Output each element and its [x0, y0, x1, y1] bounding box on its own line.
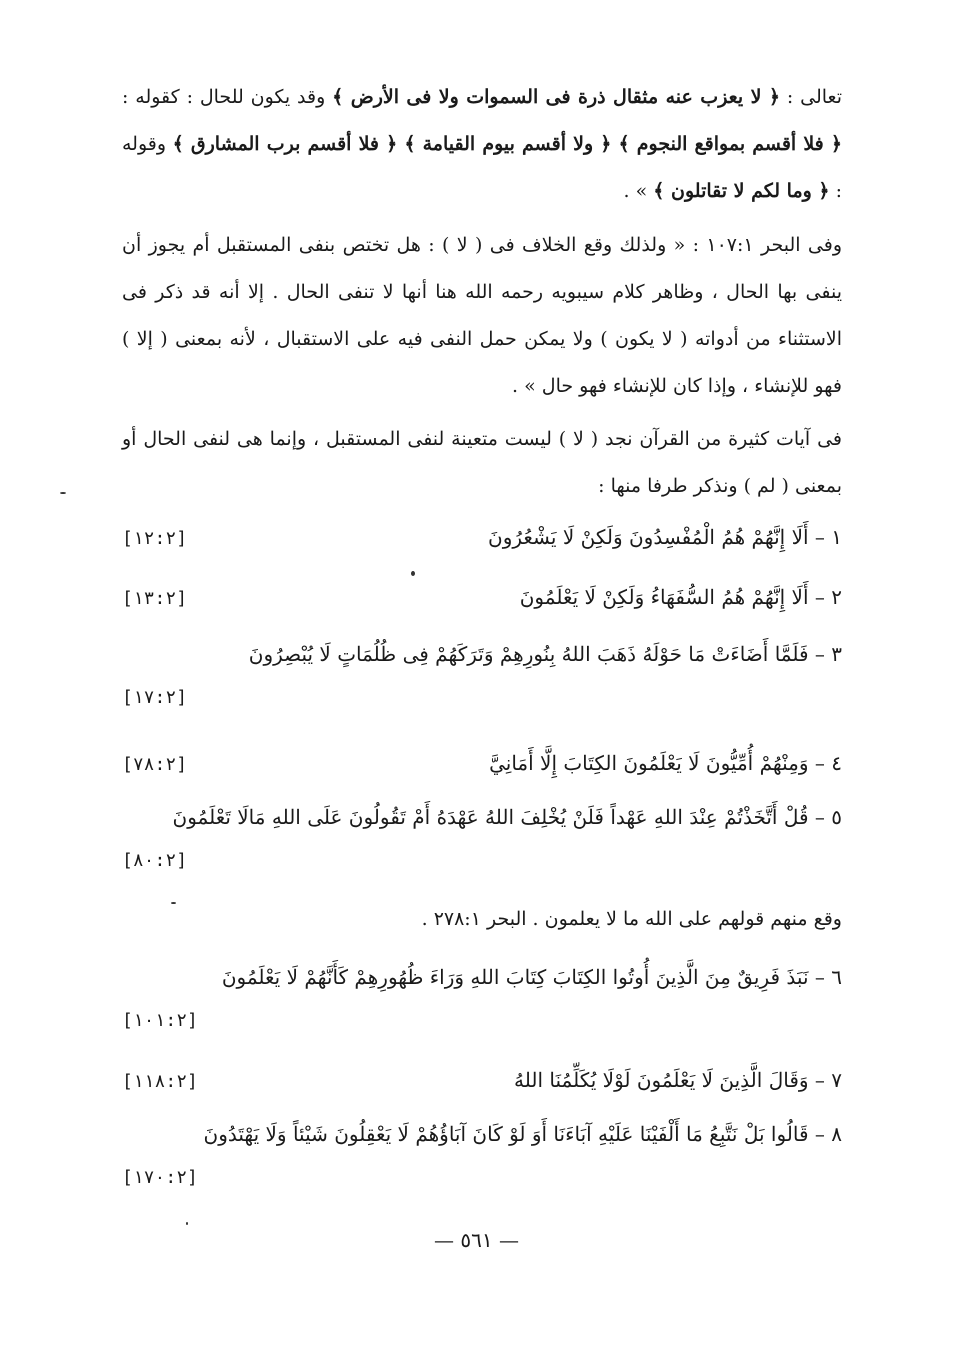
verse-text: ١ – أَلَا إِنَّهُمْ هُمُ الْمُفْسِدُونَ وَلَكِنْ لَا يَشْعُرُونَ: [488, 525, 842, 549]
verse-reference: [١١٨:٢]: [122, 1071, 198, 1092]
verse-reference: [١٧٠:٢]: [122, 1167, 198, 1188]
paragraph-bahr-note: وقع منهم قولهم على الله ما لا يعلمون . البحر ٢٧٨:١ .: [421, 908, 842, 930]
paragraph-bahr-quote: وفى البحر ١٠٧:١ : « ولذلك وقع الخلاف فى ( لا ) : هل تختص بنفى المستقبل أم يجوز أن ينفى بها الحال ، وظاهر كلام سيبويه رحمه الله هنا أنها لا تنفى الحال . إلا أنه قد ذكر فى الاستثناء من أدواته ( لا يكون ) ولا يمكن حمل النفى فيه على الاستقبال ، لأنه بمعنى ( إلا ) فهو للإنشاء ، وإذا كان للإنشاء فهو حال » .: [122, 234, 842, 397]
text-run: وقوله :: [122, 133, 842, 202]
page-number: — ٥٦١ —: [434, 1228, 519, 1252]
verse-reference: [١٠١:٢]: [122, 1010, 198, 1031]
verse-text: ٢ – أَلَا إِنَّهُمْ هُمُ السُّفَهَاءُ وَلَكِنْ لَا يَعْلَمُونَ: [519, 585, 842, 609]
verse-text: ٣ – فَلَمَّا أَضَاءَتْ مَا حَوْلَهُ ذَهَبَ اللهُ بِنُورِهِمْ وَتَرَكَهُمْ فِى ظُلُمَاتٍ لَا يُبْصِرُونَ: [248, 642, 842, 666]
verse-item: [122, 795, 842, 883]
verse-reference: [١٢:٢]: [122, 528, 188, 549]
scan-speck: [60, 492, 66, 494]
verse-reference: [١٣:٢]: [122, 588, 188, 609]
verse-item: [122, 955, 842, 1043]
paragraph-intro: [122, 74, 842, 215]
verse-reference: [١٧:٢]: [122, 687, 188, 708]
verse-text: ٤ – وَمِنْهُمْ أُمِّيُّونَ لَا يَعْلَمُونَ الكِتَابَ إِلَّا أَمَانِيَّ: [489, 751, 842, 775]
quran-quote: ﴿ وما لكم لا تقاتلون ﴾: [653, 180, 830, 202]
verse-item: [122, 632, 842, 720]
text-run: وقد يكون للحال : كقوله :: [122, 86, 333, 108]
verse-item: [122, 575, 842, 621]
verse-text: ٧ – وَقَالَ الَّذِينَ لَا يَعْلَمُونَ لَوْلَا يُكَلِّمُنَا اللهُ: [514, 1068, 842, 1092]
scan-speck: [186, 1222, 188, 1225]
verse-item: [122, 515, 842, 561]
verse-text: ٨ – قَالُوا بَلْ نَتَّبِعُ مَا أَلْفَيْنَا عَلَيْهِ آبَاءَنَا أَوَ لَوْ كَانَ آبَاؤُهُمْ لَا يَعْقِلُونَ شَيْئاً وَلَا يَهْتَدُونَ: [203, 1122, 842, 1146]
text-run: » .: [623, 180, 654, 202]
text-run: تعالى :: [779, 86, 842, 108]
verse-item: [122, 1058, 842, 1104]
quran-quote: ﴿ فلا أقسم بمواقع النجوم ﴾ ﴿ ولا أقسم بيوم القيامة ﴾ ﴿ فلا أقسم برب المشارق ﴾: [172, 133, 842, 155]
quran-quote: ﴿ لا يعزب عنه مثقال ذرة فى السموات ولا فى الأرض ﴾: [332, 86, 780, 108]
scan-speck: [411, 571, 415, 576]
paragraph-examples-intro: فى آيات كثيرة من القرآن نجد ( لا ) ليست متعينة لنفى المستقبل ، وإنما هى لنفى الحال أو بمعنى ( لم ) ونذكر طرفا منها :: [122, 428, 842, 497]
verse-text: ٥ – قُلْ أَتَّخَذْتُمْ عِنْدَ اللهِ عَهْداً فَلَنْ يُخْلِفَ اللهُ عَهْدَهُ أَمْ تَقُولُونَ عَلَى اللهِ مَالَا تَعْلَمُونَ: [172, 805, 842, 829]
verse-text: ٦ – نَبَذَ فَرِيقٌ مِنَ الَّذِينَ أُوتُوا الكِتَابَ كِتَابَ اللهِ وَرَاءَ ظُهُورِهِمْ كَأَنَّهُمْ لَا يَعْلَمُونَ: [221, 965, 842, 989]
verse-item: [122, 1112, 842, 1200]
verse-item: [122, 741, 842, 787]
verse-reference: [٧٨:٢]: [122, 754, 188, 775]
scan-speck: [171, 902, 176, 904]
verse-reference: [٨٠:٢]: [122, 850, 188, 871]
